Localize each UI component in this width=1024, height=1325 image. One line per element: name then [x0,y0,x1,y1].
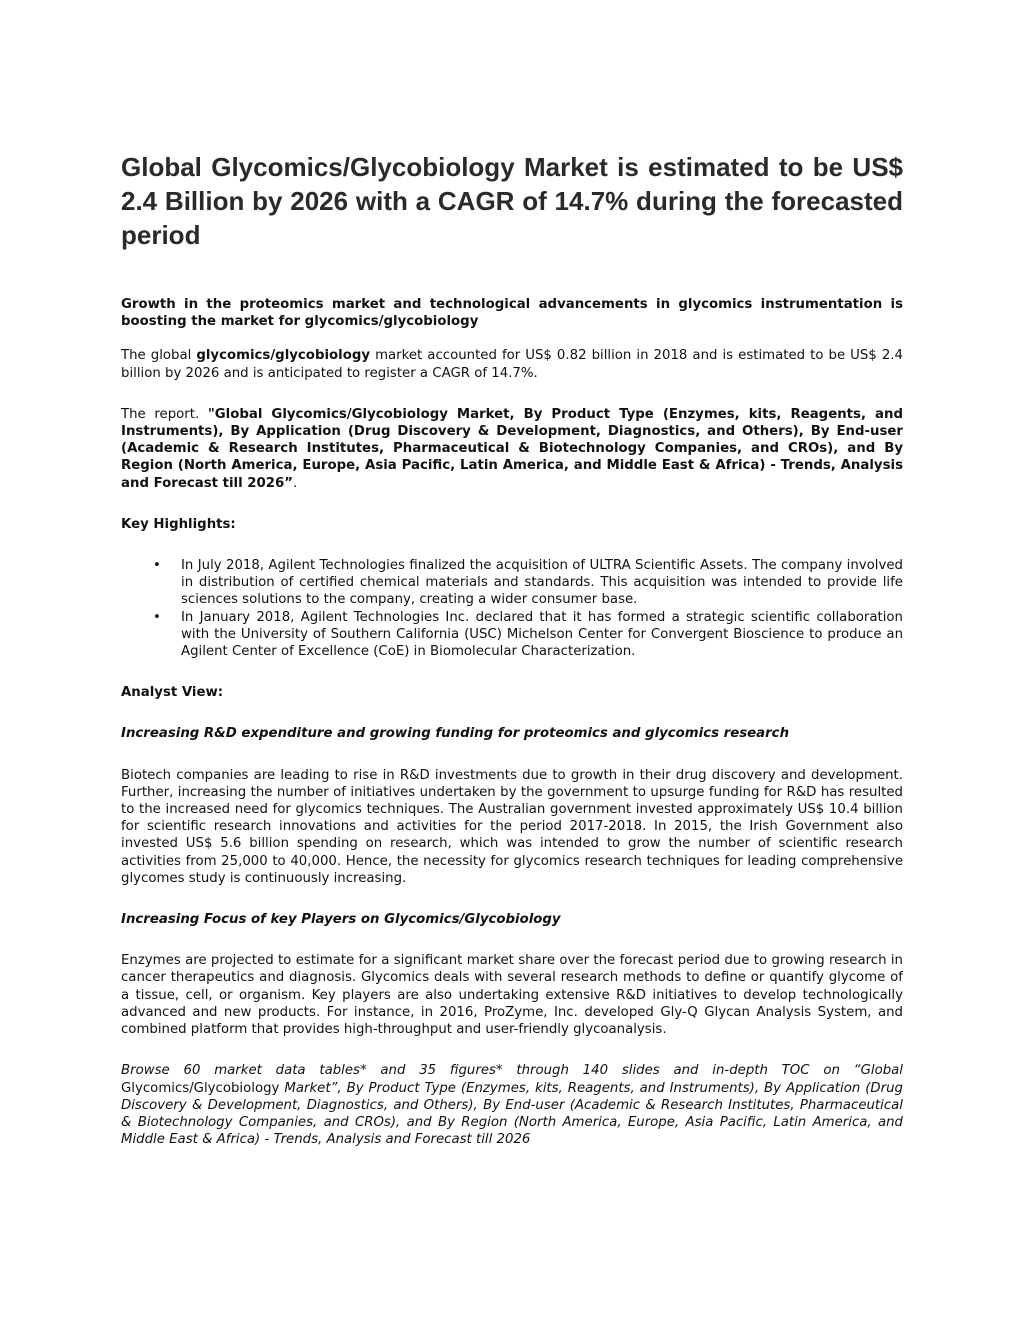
intro-bold: glycomics/glycobiology [196,348,371,364]
browse-post: Market”, By Product Type (Enzymes, kits, Reagents, and Instruments), By Application (Drug Discovery & Development, Diagnostics, and Others), By End-user (Academic & Research Institutes, Pharmaceutical & Biotechnology Companies, and CROs), and By Region (North America, Europe, Asia Pacific, Latin America, and Middle East & Africa) - Trends, Analysis and Forecast till 2026 [121,1080,903,1148]
browse-market-name: Glycomics/Glycobiology [121,1080,280,1096]
bullet-icon: • [153,609,161,625]
browse-pre: Browse 60 market data tables* and 35 figures* through 140 slides and in-depth TOC on “Global [121,1063,903,1079]
report-paragraph [121,406,903,492]
document-body [121,296,903,1148]
report-post: . [293,475,298,491]
intro-paragraph [121,347,903,381]
list-item [121,557,903,609]
key-players-paragraph: Enzymes are projected to estimate for a significant market share over the forecast period due to growing research in cancer therapeutics and diagnosis. Glycomics deals with several research methods to define or quantify glycome of a tissue, cell, or organism. Key players are also undertaking extensive R&D initiatives to develop technologically advanced and new products. For instance, in 2016, ProZyme, Inc. developed Gly-Q Glycan Analysis System, and combined platform that provides high-throughput and user-friendly glycoanalysis. [121,953,903,1038]
key-highlights-list [121,557,903,660]
intro-pre: The global [121,348,197,364]
document-page [121,150,903,1148]
subheading: Growth in the proteomics market and technological advancements in glycomics instrumentation is boosting the market for glycomics/glycobiology [121,297,903,330]
section-heading: Increasing R&D expenditure and growing funding for proteomics and glycomics research [121,726,790,742]
report-title: "Global Glycomics/Glycobiology Market, By Product Type (Enzymes, kits, Reagents, and Instruments), By Application (Drug Discovery & Development, Diagnostics, and Others), By End-user (Academic & Research Institutes, Pharmaceutical & Biotechnology Companies, and CROs), and By Region (North America, Europe, Asia Pacific, Latin America, and Middle East & Africa) - Trends, Analysis and Forecast till 2026” [121,406,903,491]
list-item [121,609,903,661]
report-pre: The report. [121,406,208,422]
browse-paragraph [121,1062,903,1148]
bullet-icon: • [153,558,161,574]
intro-post: market accounted for US$ 0.82 billion in 2018 and is estimated to be US$ 2.4 billion by 2026 and is anticipated to register a CAGR of 14.7%. [121,348,903,381]
rd-paragraph: Biotech companies are leading to rise in R&D investments due to growth in their drug discovery and development. Further, increasing the number of initiatives undertaken by the government to upsurge funding for R&D has resulted to the increased need for glycomics techniques. The Australian government invested approximately US$ 10.4 billion for scientific research innovations and activities for the period 2017-2018. In 2015, the Irish Government also invested US$ 5.6 billion spending on research, which was intended to grow the number of scientific research activities from 25,000 to 40,000. Hence, the necessity for glycomics research techniques for leading comprehensive glycomes study is continuously increasing. [121,767,903,886]
analyst-view-heading: Analyst View: [121,685,224,701]
page-title: Global Glycomics/Glycobiology Market is estimated to be US$ 2.4 Billion by 2026 with a CAGR of 14.7% during the forecasted period [121,152,903,250]
section-heading: Increasing Focus of key Players on Glycomics/Glycobiology [121,912,561,928]
key-highlights-heading: Key Highlights: [121,516,236,532]
highlight-text: In July 2018, Agilent Technologies finalized the acquisition of ULTRA Scientific Assets. The company involved in distribution of certified chemical materials and standards. This acquisition was intended to provide life sciences solutions to the company, creating a wider consumer base. [181,558,903,608]
highlight-text: In January 2018, Agilent Technologies Inc. declared that it has formed a strategic scientific collaboration with the University of Southern California (USC) Michelson Center for Convergent Bioscience to produce an Agilent Center of Excellence (CoE) in Biomolecular Characterization. [181,609,903,660]
